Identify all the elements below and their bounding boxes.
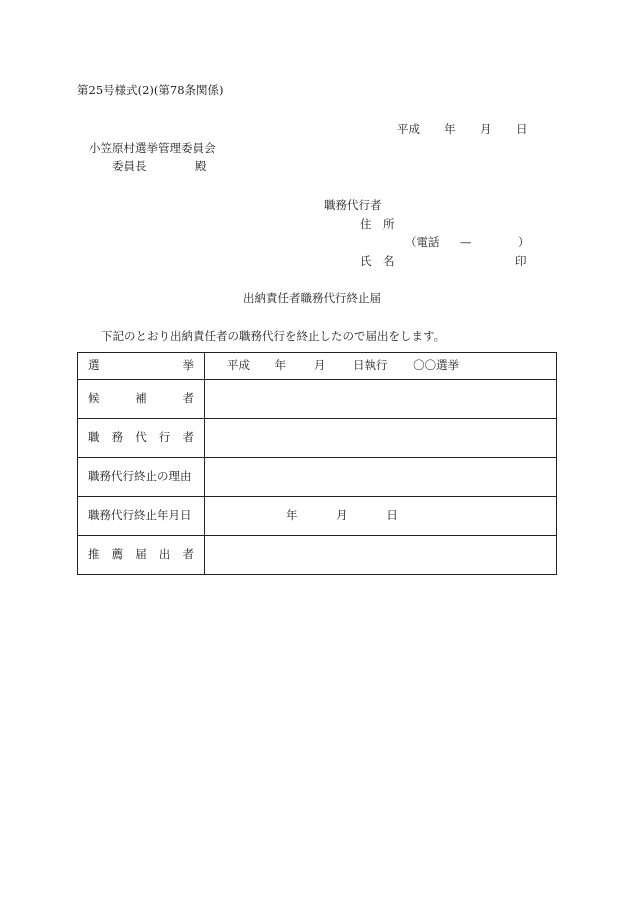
reason-label: 職務代行終止の理由 <box>88 469 192 484</box>
end-date-value-cell[interactable] <box>205 497 557 536</box>
phone-open: （電話 <box>405 235 440 249</box>
election-year: 年 <box>274 358 287 373</box>
recommender-label-cell <box>78 536 205 575</box>
form-number: 第25号様式(2)(第78条関係) <box>77 83 224 97</box>
end-date-month: 月 <box>336 508 348 523</box>
name-label: 氏 名 <box>360 254 395 268</box>
agent-value[interactable] <box>205 419 557 458</box>
election-name: 〇〇選挙 <box>413 358 460 373</box>
agent-title: 職務代行者 <box>324 198 382 212</box>
election-label: 選 挙 <box>88 358 194 373</box>
reason-label-cell <box>78 458 205 497</box>
phone-dash: — <box>460 235 472 249</box>
election-month: 月 <box>313 358 326 373</box>
committee-name: 小笠原村選挙管理委員会 <box>89 141 216 155</box>
row-reason <box>78 458 557 497</box>
end-date-day: 日 <box>386 508 398 523</box>
chair-title: 委員長 <box>112 159 147 173</box>
recommender-label: 推薦届出者 <box>88 547 194 562</box>
candidate-label-cell <box>78 380 205 419</box>
recommender-value[interactable] <box>205 536 557 575</box>
address-label: 住 所 <box>360 217 395 231</box>
row-candidate <box>78 380 557 419</box>
row-election <box>78 353 557 380</box>
candidate-label: 候補者 <box>88 391 194 406</box>
honorific: 殿 <box>195 159 207 173</box>
election-label-cell <box>78 353 205 380</box>
end-date-year: 年 <box>286 508 298 523</box>
seal-mark: 印 <box>515 254 527 268</box>
candidate-value[interactable] <box>205 380 557 419</box>
row-agent <box>78 419 557 458</box>
row-recommender <box>78 536 557 575</box>
end-date-label-cell <box>78 497 205 536</box>
election-value-cell <box>205 353 557 380</box>
phone-close: ） <box>518 235 530 249</box>
date-day: 日 <box>516 122 528 136</box>
row-end-date <box>78 497 557 536</box>
election-day-exec: 日執行 <box>352 358 388 373</box>
document-title: 出納責任者職務代行終止届 <box>243 291 381 305</box>
agent-label-cell <box>78 419 205 458</box>
election-era: 平成 <box>227 358 250 373</box>
intro-text: 下記のとおり出納責任者の職務代行を終止したので届出をします。 <box>101 329 446 343</box>
reason-value[interactable] <box>205 458 557 497</box>
date-month: 月 <box>480 122 492 136</box>
form-table <box>77 352 557 575</box>
end-date-label: 職務代行終止年月日 <box>88 508 192 523</box>
date-year: 年 <box>444 122 456 136</box>
date-era: 平成 <box>397 122 420 136</box>
agent-label: 職務代行者 <box>88 430 194 445</box>
